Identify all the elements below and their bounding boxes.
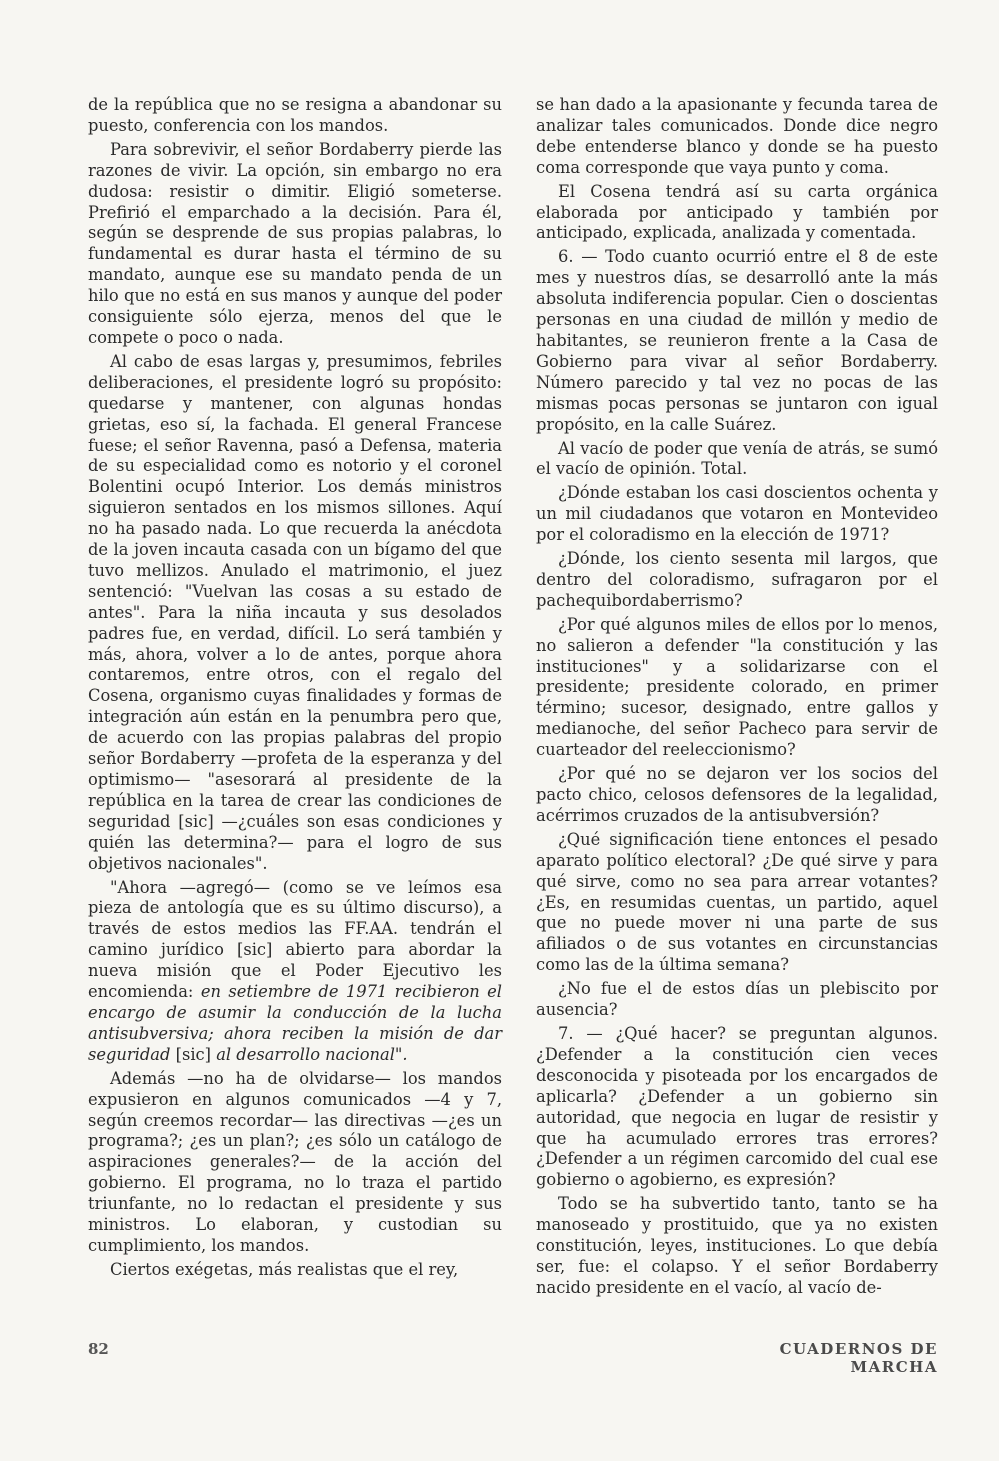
paragraph bbox=[88, 95, 502, 137]
paragraph-text: El Cosena tendrá así su carta orgánica elaborada por anticipado y también por anticipado, explicada, analizada y comentada. bbox=[536, 181, 938, 243]
paragraph bbox=[88, 140, 502, 349]
paragraph bbox=[536, 483, 938, 546]
paragraph-text: ¿No fue el de estos días un plebiscito por ausencia? bbox=[536, 979, 938, 1020]
italic-quote-end: al desarrollo nacional". bbox=[216, 1044, 408, 1064]
paragraph-text: Ciertos exégetas, más realistas que el rey, bbox=[110, 1259, 459, 1279]
paragraph-text: 7. — ¿Qué hacer? se preguntan algunos. ¿Defender a la constitución cien veces desconocida y pisoteada por los encargados de aplicarla? ¿Defender a un gobierno sin autoridad, que negocia en lugar de resistir y que ha acumulado errores tras errores? ¿Defender a un régimen carcomido del cual ese gobierno o agobierno, es expresión? bbox=[536, 1023, 938, 1190]
paragraph-text: Al vacío de poder que venía de atrás, se sumó el vacío de opinión. Total. bbox=[536, 438, 938, 479]
paragraph bbox=[536, 764, 938, 827]
paragraph bbox=[536, 1194, 938, 1299]
italic-quote: en setiembre de 1971 recibieron el encargo de asumir la conducción de la lucha antisubversiva; ahora reciben la misión de dar seguridad bbox=[88, 982, 502, 1064]
paragraph bbox=[536, 439, 938, 481]
paragraph-text: ¿Por qué algunos miles de ellos por lo menos, no salieron a defender "la constitución y las instituciones" y a solidarizarse con el presidente; presidente colorado, en primer término; sucesor, designado, entre gallos y medianoche, del señor Pacheco para servir de cuarteador del reeleccionismo? bbox=[536, 614, 938, 760]
paragraph-text: 6. — Todo cuanto ocurrió entre el 8 de este mes y nuestros días, se desarrolló ante la más absoluta indiferencia popular. Cien o doscientas personas en una ciudad de millón y medio de habitantes, se reunieron frente a la Casa de Gobierno para vivar al señor Bordaberry. Número parecido y tal vez no pocas de las mismas pocas personas se juntaron con igual propósito, en la calle Suárez. bbox=[536, 247, 938, 434]
paragraph-text: de la república que no se resigna a abandonar su puesto, conferencia con los mandos. bbox=[88, 95, 502, 135]
paragraph-text: Todo se ha subvertido tanto, tanto se ha manoseado y prostituido, que ya no existen constitución, leyes, instituciones. Lo que debía ser, fue: el colapso. Y el señor Bordaberry nacido presidente en el vacío, al vacío de- bbox=[536, 1194, 938, 1297]
paragraph bbox=[536, 1024, 938, 1191]
paragraph bbox=[536, 95, 938, 179]
sic-note: [sic] bbox=[175, 1044, 212, 1064]
paragraph bbox=[536, 182, 938, 245]
left-column bbox=[88, 95, 502, 1284]
paragraph bbox=[88, 1260, 502, 1281]
publication-title: CUADERNOS DE MARCHA bbox=[779, 1340, 938, 1376]
page-number: 82 bbox=[88, 1340, 109, 1358]
paragraph-text: ¿Qué significación tiene entonces el pesado aparato político electoral? ¿De qué sirve y para qué sirve, como no sea para arrear votantes? ¿Es, en resumidas cuentas, un partido, aquel que no puede mover ni una parte de sus afiliados o de sus votantes en circunstancias como las de la última semana? bbox=[536, 829, 938, 975]
paragraph-text: ¿Por qué no se dejaron ver los socios del pacto chico, celosos defensores de la legalidad, acérrimos cruzados de la antisubversión? bbox=[536, 764, 938, 825]
paragraph-text: ¿Dónde estaban los casi doscientos ochenta y un mil ciudadanos que votaron en Montevideo por el coloradismo en la elección de 1971? bbox=[536, 483, 938, 545]
paragraph-text: "Ahora —agregó— (como se ve leímos esa pieza de antología que es su último discurso), a través de estos medios las FF.AA. tendrán el camino jurídico [sic] abierto para abordar la nueva misión que el Poder Ejecutivo les encomienda: bbox=[88, 877, 502, 1002]
paragraph bbox=[536, 979, 938, 1021]
paragraph bbox=[536, 830, 938, 976]
paragraph bbox=[536, 549, 938, 612]
paragraph-text: Además —no ha de olvidarse— los mandos expusieron en algunos comunicados —4 y 7, según creemos recordar— las directivas —¿es un programa?; ¿es un plan?; ¿es sólo un catálogo de aspiraciones generales?— de la acción del gobierno. El programa, no lo traza el partido triunfante, no lo redactan el presidente y sus ministros. Lo elaboran, y custodian su cumplimiento, los mandos. bbox=[88, 1068, 502, 1255]
paragraph-text: Para sobrevivir, el señor Bordaberry pierde las razones de vivir. La opción, sin embargo no era dudosa: resistir o dimitir. Eligió someterse. Prefirió el emparchado a la decisión. Para él, según se desprende de sus propias palabras, lo fundamental es durar hasta el término de su mandato, aunque ese su mandato penda de un hilo que no está en sus manos y aunque del poder consiguiente sólo ejerza, menos del que le compete o poco o nada. bbox=[88, 139, 502, 347]
paragraph bbox=[536, 615, 938, 761]
paragraph bbox=[536, 247, 938, 435]
paragraph-text: ¿Dónde, los ciento sesenta mil largos, que dentro del coloradismo, sufragaron por el pachequibordaberrismo? bbox=[536, 549, 938, 610]
right-column bbox=[536, 95, 938, 1302]
paragraph-text: se han dado a la apasionante y fecunda tarea de analizar tales comunicados. Donde dice negro debe entenderse blanco y donde se ha puesto coma corresponde que vaya punto y coma. bbox=[536, 95, 938, 177]
paragraph bbox=[88, 352, 502, 875]
paragraph bbox=[88, 1069, 502, 1257]
paragraph bbox=[88, 878, 502, 1066]
paragraph-text: Al cabo de esas largas y, presumimos, febriles deliberaciones, el presidente logró su propósito: quedarse y mantener, con algunas hondas grietas, eso sí, la fachada. El general Francese fuese; el señor Ravenna, pasó a Defensa, materia de su especialidad como es notorio y el coronel Bolentini ocupó Interior. Los demás ministros siguieron sentados en los mismos sillones. Aquí no ha pasado nada. Lo que recuerda la anécdota de la joven incauta casada con un bígamo del que tuvo mellizos. Anulado el matrimonio, el juez sentenció: "Vuelvan las cosas a su estado de antes". Para la niña incauta y sus desolados padres fue, en verdad, difícil. Lo será también y más, ahora, volver a lo de antes, porque ahora contaremos, entre otros, con el regalo del Cosena, organismo cuyas finalidades y formas de integración aún están en la penumbra pero que, de acuerdo con las propias palabras del propio señor Bordaberry —profeta de la esperanza y del optimismo— "asesorará al presidente de la república en la tarea de crear las condiciones de seguridad [sic] —¿cuáles son esas condiciones y quién las determina?— para el logro de sus objetivos nacionales". bbox=[88, 351, 502, 873]
